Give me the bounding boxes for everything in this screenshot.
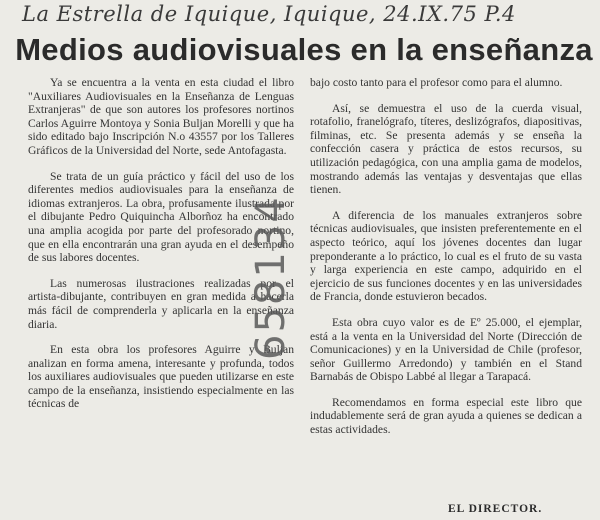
archive-stamp-number: 658134	[248, 195, 294, 360]
paragraph: Esta obra cuyo valor es de Eº 25.000, el ejemplar, está a la venta en la Universidad del Norte (Dirección de Comunicaciones) y en la Universidad de Chile (profesor, señor Guillermo Arredondo) y también en el Stand Barnabás de Obispo Labbé al llegar a Tarapacá.	[310, 315, 582, 384]
paragraph: A diferencia de los manuales extranjeros sobre técnicas audiovisuales, que insisten preferentemente en el aspecto teórico, aquí los jóvenes docentes dan lugar preponderante a lo práctico, lo cual es el fruto de su vasta y larga experiencia en este campo, adquirido en el ejercicio de sus funciones docentes y en las universidades de Francia, donde estuvieron becados.	[310, 208, 582, 304]
paragraph: Así, se demuestra el uso de la cuerda visual, rotafolio, franelógrafo, títeres, deslizógrafos, diapositivas, filminas, etc. Se presenta además y se enseña la confección casera y práctica de estos recursos, su utilización pedagógica, con una amplia gama de modelos, mostrando además las ventajas y desventajas que ellas tienen.	[310, 101, 582, 197]
paragraph-continuation: bajo costo tanto para el profesor como para el alumno.	[310, 76, 563, 89]
paragraph: Ya se encuentra a la venta en esta ciudad el libro "Auxiliares Audiovisuales en la Enseñanza de Lenguas Extranjeras" de que son autores los profesores nortinos Carlos Aguirre Montoya y Sonia Buljan Morelli y que ha sido editado bajo Inscripción N.o 43557 por los Talleres Gráficos de la Universidad del Norte, sede Antofagasta.	[28, 76, 294, 157]
paragraph: Se trata de un guía práctico y fácil del uso de los diferentes medios audiovisuales para la enseñanza de idiomas extranjeros. La obra, profusamente ilustrada por el dibujante Pedro Quiquincha Alborñoz ha encontrado una amplia acogida por parte del profesorado nortino, que en ella encontrarán una gran ayuda en el desempeño de sus labores docentes.	[28, 169, 294, 265]
right-column	[310, 76, 582, 449]
paragraph: Las numerosas ilustraciones realizadas por el artista-dibujante, contribuyen en gran medida a hacerla más fácil de comprenderla y aplicarla en la enseñanza diaria.	[28, 276, 294, 331]
article-headline: Medios audiovisuales en la enseñanza	[15, 32, 593, 67]
paragraph: En esta obra los profesores Aguirre y Buljan analizan en forma amena, interesante y profunda, todos los auxiliares audiovisuales que pueden utilizarse en este campo de la enseñanza, insistiendo especialmente en las técnicas de	[28, 343, 294, 411]
paragraph: Recomendamos en forma especial este libro que indudablemente será de gran ayuda a quienes se dedican a estas actividades.	[310, 395, 582, 437]
handwritten-source-note: La Estrella de Iquique, Iquique, 24.IX.75 P.4	[22, 2, 516, 26]
article-signature: EL DIRECTOR.	[448, 503, 543, 515]
